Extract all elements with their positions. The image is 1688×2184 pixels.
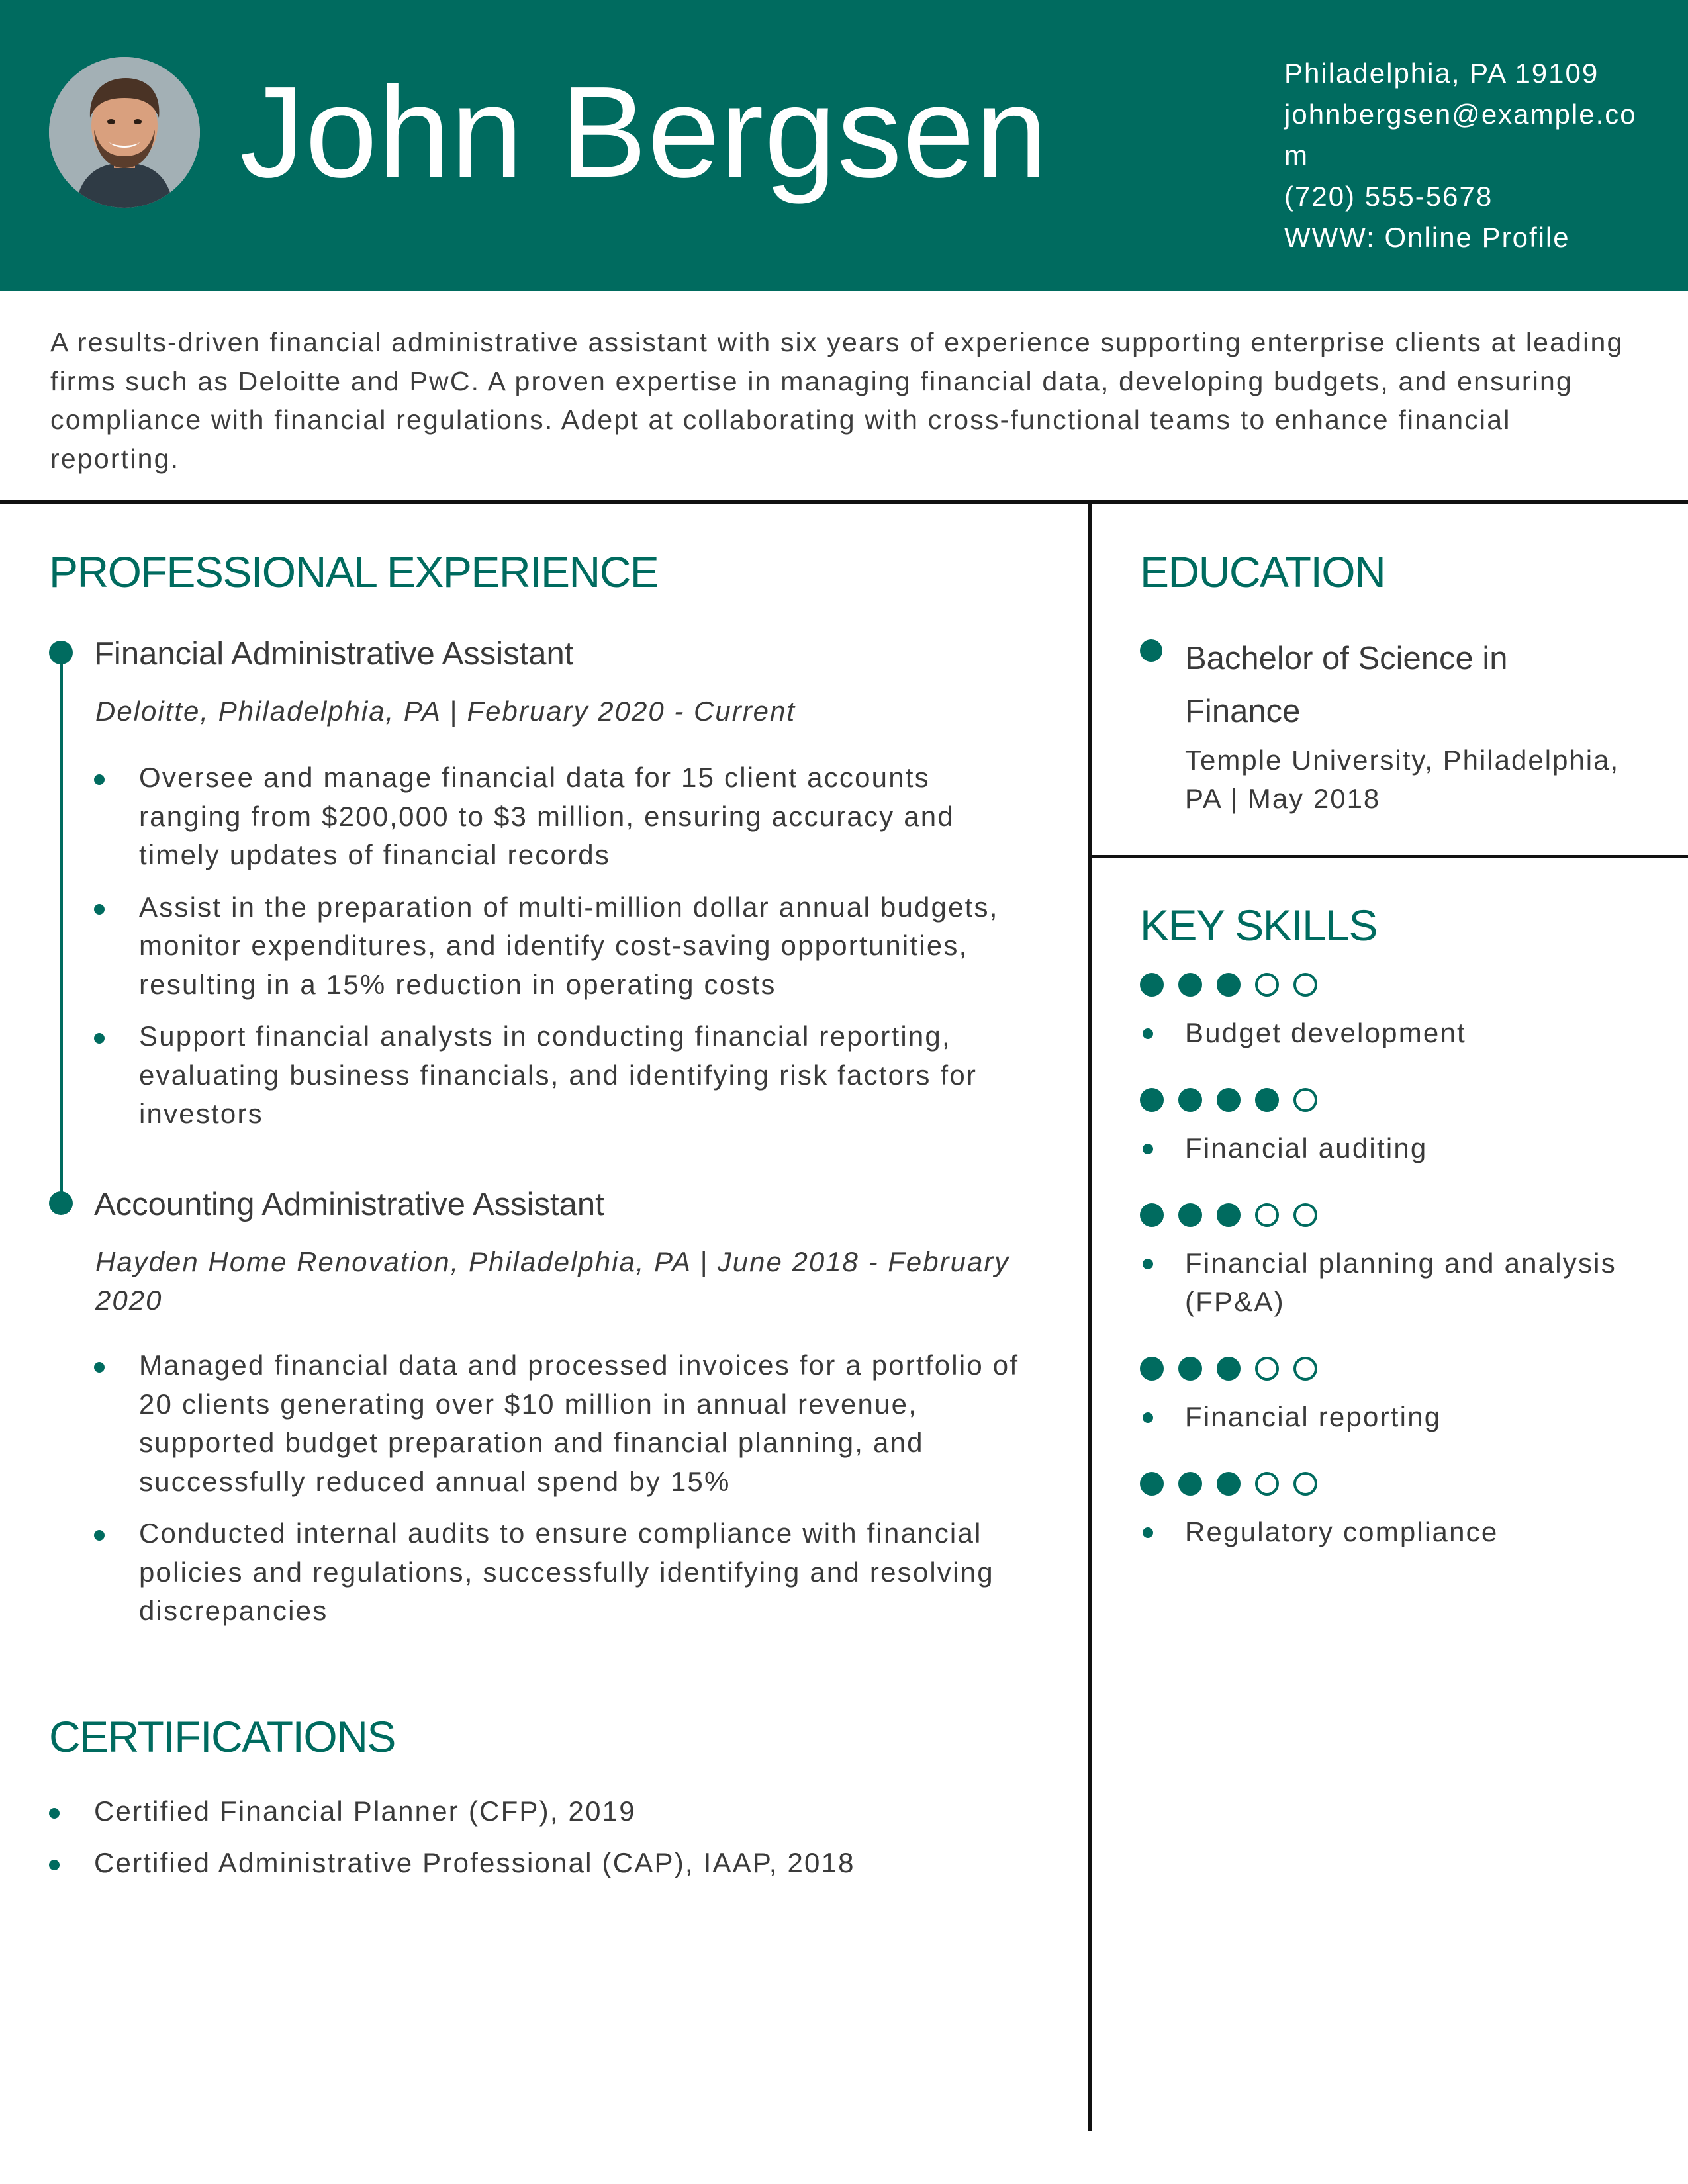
contact-block — [1284, 53, 1655, 258]
avatar — [49, 57, 200, 208]
rating-dot-filled — [1217, 1203, 1241, 1227]
skill-item — [1140, 1088, 1656, 1167]
job-meta: Deloitte, Philadelphia, PA | February 2020 - Current — [95, 696, 796, 727]
list-item: Assist in the preparation of multi-million dollar annual budgets, monitor expenditures, and identify cost-saving opportunities, resulting in a 15% reduction in operating costs — [94, 888, 1041, 1005]
list-item: Certified Financial Planner (CFP), 2019 — [49, 1792, 1042, 1831]
skill-rating — [1140, 1472, 1656, 1496]
professional-summary: A results-driven financial administrative assistant with six years of experience supporting enterprise clients at leading firms such as Deloitte and PwC. A proven expertise in managing financial data, developing budgets, and ensuring compliance with financial regulations. Adept at collaborating with cross-functional teams to enhance financial reporting. — [50, 327, 1624, 474]
rating-dot-filled — [1217, 1088, 1241, 1112]
skill-label: Financial reporting — [1140, 1398, 1656, 1436]
skill-rating — [1140, 1203, 1656, 1227]
job-bullets — [94, 1346, 1041, 1644]
education-bullet — [1140, 639, 1162, 662]
header-banner — [0, 0, 1688, 291]
rating-dot-filled — [1140, 1357, 1164, 1381]
timeline-dot — [49, 1191, 73, 1215]
skill-item — [1140, 973, 1656, 1052]
experience-timeline-line — [60, 649, 63, 1198]
job-bullets — [94, 758, 1041, 1147]
person-photo-icon — [49, 57, 200, 208]
rating-dot-empty — [1293, 1203, 1317, 1227]
certifications-heading: CERTIFICATIONS — [49, 1712, 395, 1761]
skill-label: Regulatory compliance — [1140, 1513, 1656, 1551]
rating-dot-filled — [1255, 1088, 1279, 1112]
list-item: Support financial analysts in conducting financial reporting, evaluating business financials, and identifying risk factors for investors — [94, 1017, 1041, 1134]
job-title: Accounting Administrative Assistant — [94, 1187, 604, 1222]
rating-dot-empty — [1255, 1357, 1279, 1381]
divider-horizontal — [0, 500, 1688, 504]
contact-website-link[interactable]: WWW: Online Profile — [1284, 222, 1570, 253]
job-meta: Hayden Home Renovation, Philadelphia, PA | June 2018 - February 2020 — [95, 1246, 1010, 1316]
list-item: Certified Administrative Professional (CAP), IAAP, 2018 — [49, 1844, 1042, 1882]
divider-vertical — [1088, 502, 1092, 2131]
skill-rating — [1140, 1088, 1656, 1112]
rating-dot-filled — [1217, 1472, 1241, 1496]
skill-item — [1140, 1472, 1656, 1551]
timeline-dot — [49, 641, 73, 664]
contact-location: Philadelphia, PA 19109 — [1284, 58, 1599, 89]
skill-item — [1140, 1203, 1656, 1321]
contact-phone: (720) 555-5678 — [1284, 181, 1493, 212]
rating-dot-filled — [1178, 1357, 1202, 1381]
rating-dot-filled — [1140, 1203, 1164, 1227]
list-item: Oversee and manage financial data for 15 client accounts ranging from $200,000 to $3 million, ensuring accuracy and timely updates of financial records — [94, 758, 1041, 875]
list-item: Conducted internal audits to ensure compliance with financial policies and regulations, successfully identifying and resolving discrepancies — [94, 1514, 1041, 1631]
rating-dot-filled — [1178, 1203, 1202, 1227]
rating-dot-filled — [1178, 1088, 1202, 1112]
rating-dot-filled — [1217, 973, 1241, 997]
skills-list — [1140, 973, 1656, 1587]
rating-dot-filled — [1140, 973, 1164, 997]
education-heading: EDUCATION — [1140, 547, 1385, 596]
divider-education-skills — [1090, 855, 1688, 858]
rating-dot-empty — [1255, 1472, 1279, 1496]
skills-heading: KEY SKILLS — [1140, 901, 1378, 950]
experience-heading: PROFESSIONAL EXPERIENCE — [49, 547, 659, 596]
education-degree: Bachelor of Science in Finance — [1185, 641, 1508, 729]
rating-dot-empty — [1255, 1203, 1279, 1227]
skill-item — [1140, 1357, 1656, 1436]
rating-dot-filled — [1178, 973, 1202, 997]
rating-dot-empty — [1293, 1357, 1317, 1381]
rating-dot-empty — [1293, 1088, 1317, 1112]
rating-dot-filled — [1217, 1357, 1241, 1381]
candidate-name: John Bergsen — [240, 60, 1049, 205]
skill-rating — [1140, 973, 1656, 997]
contact-email[interactable]: johnbergsen@example.com — [1284, 99, 1637, 171]
skill-label: Budget development — [1140, 1014, 1656, 1052]
rating-dot-filled — [1140, 1472, 1164, 1496]
skill-label: Financial planning and analysis (FP&A) — [1140, 1244, 1656, 1321]
skill-rating — [1140, 1357, 1656, 1381]
education-school: Temple University, Philadelphia, PA | May 2018 — [1185, 745, 1620, 814]
rating-dot-empty — [1293, 1472, 1317, 1496]
rating-dot-filled — [1178, 1472, 1202, 1496]
rating-dot-empty — [1293, 973, 1317, 997]
list-item: Managed financial data and processed invoices for a portfolio of 20 clients generating over $10 million in annual revenue, supported budget preparation and financial planning, and successfully reduced annual spend by 15% — [94, 1346, 1041, 1501]
skill-label: Financial auditing — [1140, 1129, 1656, 1167]
rating-dot-empty — [1255, 973, 1279, 997]
certifications-list — [49, 1792, 1042, 1895]
job-title: Financial Administrative Assistant — [94, 636, 574, 672]
rating-dot-filled — [1140, 1088, 1164, 1112]
